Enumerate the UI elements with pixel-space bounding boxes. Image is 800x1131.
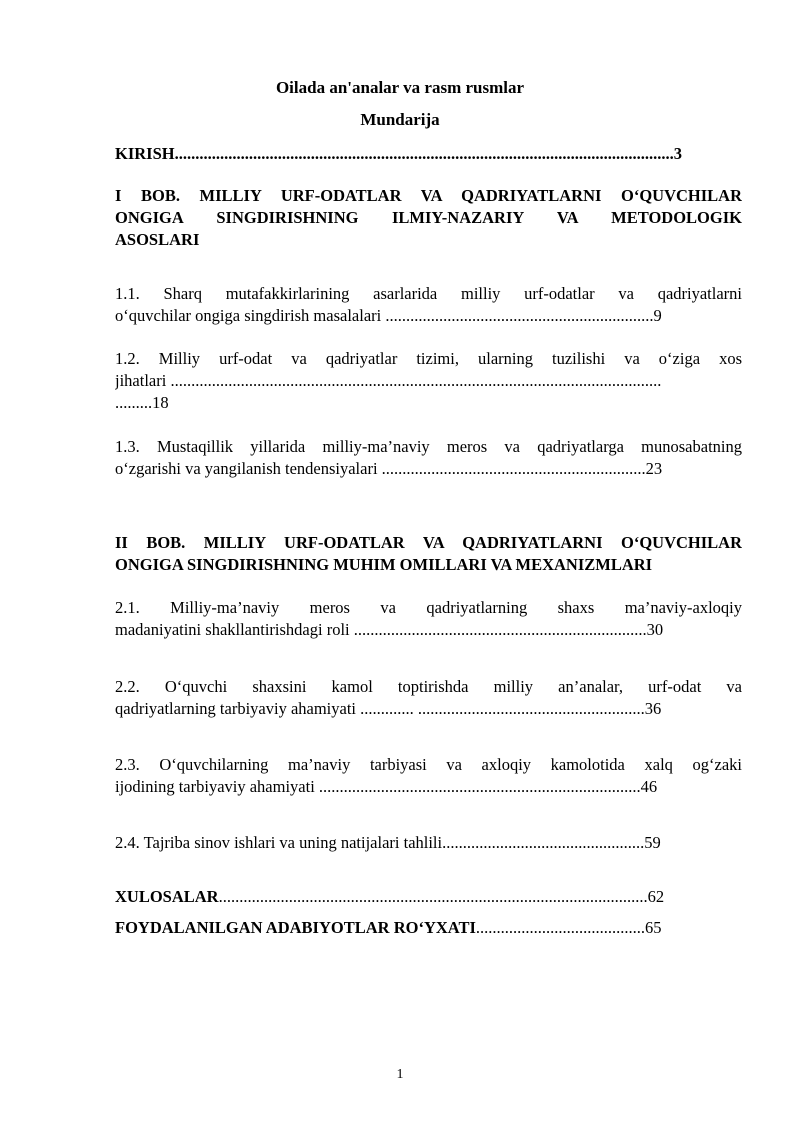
toc-entry-1-3-line-1: 1.3. Mustaqillik yillarida milliy-ma’naviy meros va qadriyatlarga munosabatning [115,437,742,456]
toc-entry-2-3-line-1: 2.3. O‘quvchilarning ma’naviy tarbiyasi va axloqiy kamolotida xalq og‘zaki [115,755,742,774]
toc-entry-2-2-line-1: 2.2. O‘quvchi shaxsini kamol toptirishda milliy an’analar, urf-odat va [115,677,742,696]
toc-entry-1-2-line-3: .........18 [115,393,169,412]
page-number: 1 [396,1067,404,1082]
toc-entry-kirish: KIRISH.........................................................................................................................3 [115,144,682,163]
toc-entry-2-3-line-2: ijodining tarbiyaviy ahamiyati ..............................................................................46 [115,777,658,796]
toc-entry-1-2-line-2: jihatlari ....................................................................................................................... [115,371,662,390]
toc-chapter-1-line-1: I BOB. MILLIY URF-ODATLAR VA QADRIYATLARNI O‘QUVCHILAR [115,186,742,205]
toc-entry-1-1-line-1: 1.1. Sharq mutafakkirlarining asarlarida milliy urf-odatlar va qadriyatlarni [115,284,742,303]
toc-chapter-2-line-1: II BOB. MILLIY URF-ODATLAR VA QADRIYATLARNI O‘QUVCHILAR [115,533,742,552]
toc-entry-xulosalar [115,886,742,908]
toc-chapter-1-line-2: ONGIGA SINGDIRISHNING ILMIY-NAZARIY VA METODOLOGIK [115,208,742,227]
toc-entry-adabiyotlar-leader: .........................................65 [475,918,662,937]
toc-entry-adabiyotlar [115,917,742,939]
toc-entry-2-2-line-2: qadriyatlarning tarbiyaviy ahamiyati ............. .......................................................36 [115,699,662,718]
toc-chapter-1-line-3: ASOSLARI [115,230,200,249]
toc-entry-2-1-line-2: madaniyatini shakllantirishdagi roli .......................................................................30 [115,620,664,639]
toc-entry-2-4: 2.4. Tajriba sinov ishlari va uning natijalari tahlili.................................................59 [115,833,661,852]
toc-entry-xulosalar-label: XULOSALAR [115,887,219,906]
document-title: Oilada an'analar va rasm rusmlar [275,78,525,97]
toc-entry-2-1-line-1: 2.1. Milliy-ma’naviy meros va qadriyatlarning shaxs ma’naviy-axloqiy [115,598,742,617]
toc-chapter-2-line-2: ONGIGA SINGDIRISHNING MUHIM OMILLARI VA MEXANIZMLARI [115,555,653,574]
toc-entry-1-1-line-2: o‘quvchilar ongiga singdirish masalalari .................................................................9 [115,306,662,325]
toc-entry-1-3-line-2: o‘zgarishi va yangilanish tendensiyalari ................................................................23 [115,459,663,478]
toc-entry-1-2-line-1: 1.2. Milliy urf-odat va qadriyatlar tizimi, ularning tuzilishi va o‘ziga xos [115,349,742,368]
toc-entry-adabiyotlar-label: FOYDALANILGAN ADABIYOTLAR RO‘YXATI [115,918,476,937]
toc-heading: Mundarija [360,110,440,129]
toc-entry-xulosalar-leader: ........................................................................................................62 [218,887,665,906]
